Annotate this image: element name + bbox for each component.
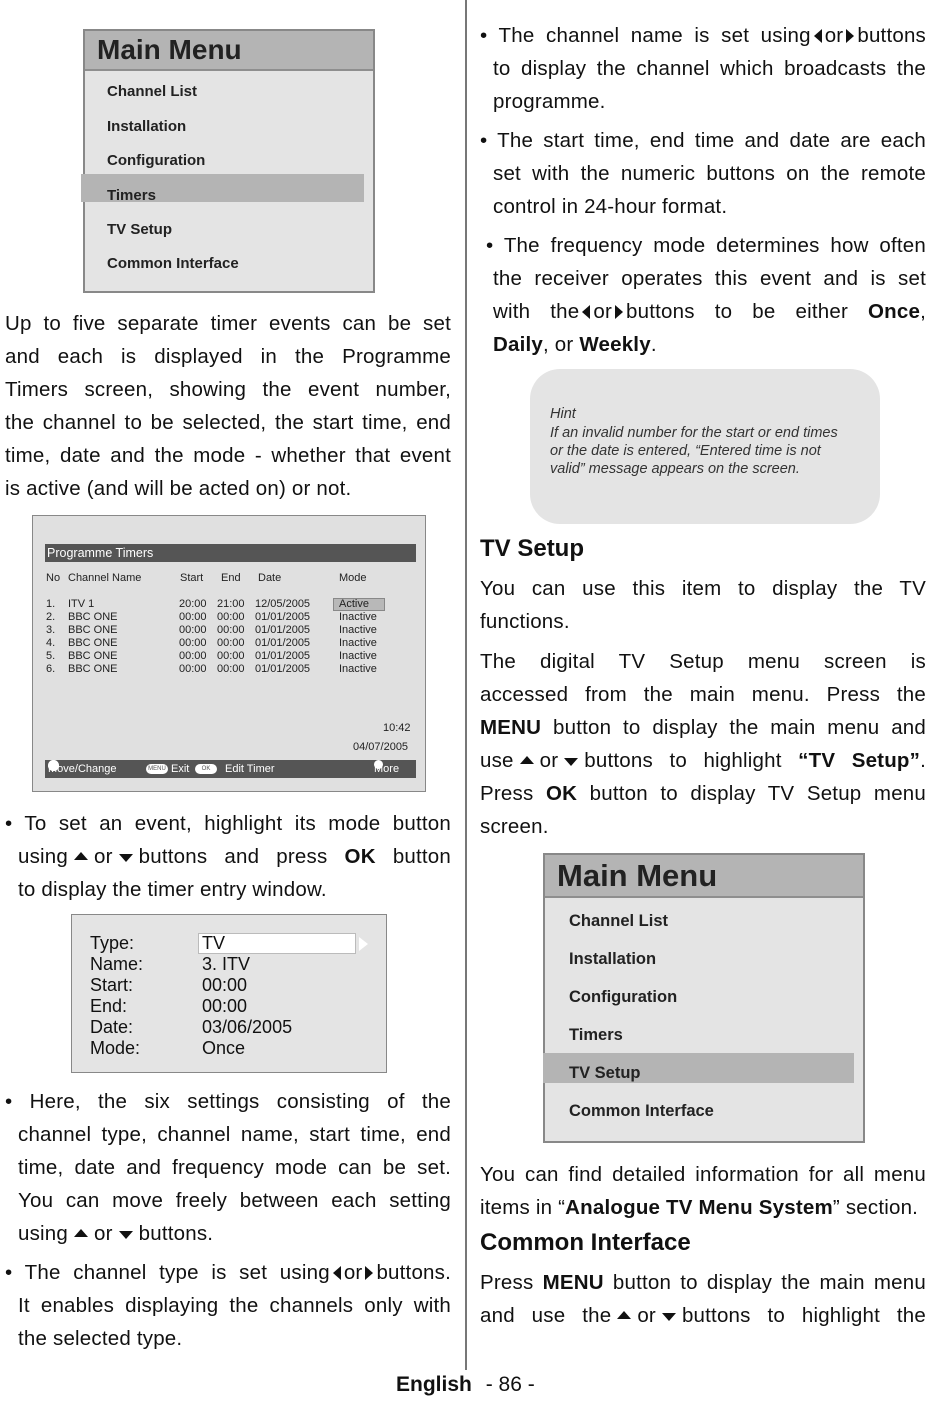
timer-entry-value[interactable]: 3. ITV <box>202 954 251 974</box>
text-fragment: button to display TV Setup menu <box>589 782 926 805</box>
timer-entry-value[interactable]: 03/06/2005 <box>202 1017 293 1037</box>
analogue-menu-ref: Analogue TV Menu System <box>565 1196 833 1219</box>
channel-name-bullet <box>480 19 926 118</box>
timer-cell-date: 01/01/2005 <box>255 637 311 649</box>
up-arrow-icon <box>520 756 534 764</box>
text-fragment: buttons to highlight <box>584 749 782 772</box>
menu-title: Main Menu <box>545 855 863 898</box>
text-fragment: or <box>637 1304 656 1327</box>
text-fragment: or <box>593 300 613 323</box>
exit-label: Exit <box>171 763 190 775</box>
right-arrow-icon <box>846 29 854 43</box>
text-fragment: . <box>920 749 926 772</box>
hint-title: Hint <box>550 406 576 422</box>
menu-item-common-interface[interactable]: Common Interface <box>107 255 239 272</box>
more-label: More <box>374 763 400 775</box>
text-fragment: buttons. <box>138 1222 214 1245</box>
timer-cell-start: 20:00 <box>179 598 207 610</box>
text-line: channel type, channel name, start time, end <box>18 1123 451 1146</box>
menu-item-installation[interactable]: Installation <box>569 950 657 968</box>
menu-item-channel-list[interactable]: Channel List <box>107 83 198 100</box>
right-arrow-icon <box>365 1266 373 1280</box>
up-arrow-icon <box>74 1229 88 1237</box>
text-line <box>5 1256 451 1289</box>
text-fragment: using <box>18 845 69 868</box>
timer-entry-value[interactable]: 00:00 <box>202 975 248 995</box>
timer-cell-channel: BBC ONE <box>68 650 118 662</box>
programme-timers-screen <box>32 515 426 792</box>
text-line <box>480 328 926 361</box>
left-arrow-icon <box>814 29 822 43</box>
text-line <box>480 19 926 52</box>
timer-cell-date: 01/01/2005 <box>255 611 311 623</box>
text-fragment: or <box>94 845 113 868</box>
timer-cell-start: 00:00 <box>179 611 207 623</box>
tv-setup-ref: “TV Setup” <box>798 749 921 772</box>
menu-item-common-interface[interactable]: Common Interface <box>569 1102 714 1120</box>
menu-item-tv-setup[interactable]: TV Setup <box>107 221 173 238</box>
timer-entry-label: Mode: <box>90 1038 141 1058</box>
text-fragment: • The channel name is set using <box>480 24 811 47</box>
tv-setup-paragraph-1 <box>480 572 926 638</box>
right-arrow-icon <box>359 937 368 951</box>
daily-mode-ref: Daily <box>493 333 543 356</box>
hint-line: or the date is entered, “Entered time is not <box>550 443 821 459</box>
timer-cell-channel: BBC ONE <box>68 624 118 636</box>
left-arrow-icon <box>582 305 590 319</box>
up-arrow-icon <box>74 852 88 860</box>
menu-button-ref: MENU <box>542 1271 604 1294</box>
text-fragment: or <box>539 749 559 772</box>
main-menu-timers <box>83 29 375 293</box>
time-date-bullet <box>480 124 926 223</box>
text-fragment: use <box>480 749 514 772</box>
col-header-end: End <box>221 572 241 584</box>
text-fragment: items in “ <box>480 1196 566 1219</box>
timer-cell-date: 01/01/2005 <box>255 650 311 662</box>
timer-cell-no: 5. <box>46 650 56 662</box>
menu-item-channel-list[interactable]: Channel List <box>569 912 669 930</box>
timer-entry-label: Start: <box>90 975 134 995</box>
edit-timer-label: Edit Timer <box>225 763 275 775</box>
common-interface-paragraph <box>480 1266 926 1332</box>
timer-cell-mode[interactable]: Inactive <box>339 624 377 636</box>
timer-cell-mode[interactable]: Inactive <box>339 611 377 623</box>
col-header-date: Date <box>258 572 282 584</box>
text-fragment: buttons and press <box>138 845 328 868</box>
menu-item-configuration[interactable]: Configuration <box>107 152 206 169</box>
menu-item-configuration[interactable]: Configuration <box>569 988 678 1006</box>
text-line: to display the timer entry window. <box>18 878 327 901</box>
hint-line: valid” message appears on the screen. <box>550 461 800 477</box>
text-fragment: buttons. <box>376 1261 451 1284</box>
text-line <box>480 1191 926 1224</box>
timer-cell-no: 3. <box>46 624 56 636</box>
text-line: accessed from the main menu. Press the <box>480 683 926 706</box>
footer-language: English <box>396 1373 472 1396</box>
ok-button-ref: OK <box>545 782 578 805</box>
text-line: and each is displayed in the Programme <box>5 345 451 368</box>
page-number: - 86 - <box>485 1373 535 1396</box>
programme-timers-footer <box>45 760 416 778</box>
text-line <box>480 744 926 777</box>
timer-cell-no: 6. <box>46 663 56 675</box>
timer-entry-value[interactable]: Once <box>202 1038 246 1058</box>
timer-cell-channel: BBC ONE <box>68 663 118 675</box>
left-arrow-icon <box>333 1266 341 1280</box>
common-interface-heading: Common Interface <box>480 1229 691 1256</box>
text-line: to display the channel which broadcasts the <box>493 57 926 80</box>
menu-item-tv-setup[interactable]: TV Setup <box>569 1064 641 1082</box>
text-line: time, date and the mode - whether that event <box>5 444 451 467</box>
text-fragment: • The channel type is set using <box>5 1261 330 1284</box>
down-arrow-icon <box>662 1313 676 1321</box>
menu-button-ref: MENU <box>480 716 542 739</box>
programme-timers-title: Programme Timers <box>45 544 416 562</box>
text-fragment: buttons to be either <box>626 300 848 323</box>
timer-cell-start: 00:00 <box>179 650 207 662</box>
timer-entry-label: Date: <box>90 1017 134 1037</box>
timer-cell-end: 00:00 <box>217 624 245 636</box>
text-line: the selected type. <box>18 1327 183 1350</box>
column-divider <box>465 0 467 1370</box>
text-fragment: . <box>650 333 657 356</box>
text-line: You can use this item to display the TV <box>480 577 926 600</box>
timer-cell-date: 01/01/2005 <box>255 663 311 675</box>
timer-cell-date: 01/01/2005 <box>255 624 311 636</box>
text-fragment: using <box>18 1222 69 1245</box>
text-line: screen. <box>480 815 549 838</box>
find-info-paragraph <box>480 1158 926 1224</box>
down-arrow-icon <box>119 1231 133 1239</box>
text-line: functions. <box>480 610 570 633</box>
text-line: It enables displaying the channels only with <box>18 1294 451 1317</box>
text-line: You can move freely between each setting <box>18 1189 451 1212</box>
timer-cell-mode[interactable]: Active <box>339 598 369 610</box>
text-fragment: , or <box>543 333 574 356</box>
weekly-mode-ref: Weekly <box>579 333 651 356</box>
once-mode-ref: Once <box>868 300 921 323</box>
text-line <box>480 1266 926 1299</box>
menu-item-timers[interactable]: Timers <box>569 1026 623 1044</box>
text-fragment: Press <box>480 782 534 805</box>
text-line: Timers screen, showing the event number, <box>5 378 451 401</box>
clock-date: 04/07/2005 <box>353 741 409 753</box>
timer-cell-no: 1. <box>46 598 56 610</box>
text-fragment: or <box>343 1261 363 1284</box>
timer-entry-label: Name: <box>90 954 144 974</box>
text-fragment: or <box>94 1222 113 1245</box>
down-arrow-icon <box>119 854 133 862</box>
down-arrow-icon <box>564 758 578 766</box>
text-fragment: ” section. <box>832 1196 919 1219</box>
channel-type-bullet <box>5 1256 451 1355</box>
text-fragment: or <box>824 24 844 47</box>
text-line <box>5 840 451 873</box>
clock-time: 10:42 <box>383 722 411 734</box>
text-line: control in 24-hour format. <box>493 195 728 218</box>
timer-entry-value[interactable]: TV <box>202 933 226 953</box>
text-fragment: button <box>392 845 452 868</box>
ok-button-ref: OK <box>344 845 376 868</box>
tv-setup-heading: TV Setup <box>480 535 585 562</box>
text-line <box>5 1217 451 1250</box>
text-line <box>480 1299 926 1332</box>
text-line: programme. <box>493 90 606 113</box>
main-menu-tv-setup <box>543 853 865 1143</box>
timer-cell-end: 00:00 <box>217 663 245 675</box>
timer-cell-channel: BBC ONE <box>68 611 118 623</box>
text-line: time, date and frequency mode can be set. <box>18 1156 451 1179</box>
move-change-label: Move/Change <box>48 763 117 775</box>
text-fragment: with the <box>493 300 580 323</box>
timers-intro-paragraph <box>5 307 451 505</box>
timer-cell-no: 4. <box>46 637 56 649</box>
timer-cell-end: 00:00 <box>217 637 245 649</box>
timer-entry-window <box>71 914 387 1073</box>
timer-entry-label: Type: <box>90 933 135 953</box>
up-arrow-icon <box>617 1311 631 1319</box>
page-footer <box>396 1373 535 1397</box>
text-line: • To set an event, highlight its mode button <box>5 812 451 835</box>
col-header-channel: Channel Name <box>68 572 142 584</box>
text-line: You can find detailed information for all menu <box>480 1163 926 1186</box>
timer-cell-channel: ITV 1 <box>68 598 95 610</box>
timer-cell-mode[interactable]: Inactive <box>339 650 377 662</box>
text-fragment: and use the <box>480 1304 612 1327</box>
text-line: Up to five separate timer events can be set <box>5 312 451 335</box>
hint-line: If an invalid number for the start or end times <box>550 425 838 441</box>
text-line: the channel to be selected, the start time, end <box>5 411 451 434</box>
text-line: with the or buttons to be either Once, <box>493 300 926 323</box>
text-fragment: button to display the main menu <box>612 1271 926 1294</box>
timer-cell-start: 00:00 <box>179 624 207 636</box>
timer-entry-label: End: <box>90 996 128 1016</box>
timer-cell-date: 12/05/2005 <box>255 598 311 610</box>
col-header-no: No <box>46 572 61 584</box>
hint-box <box>530 369 880 524</box>
timer-cell-end: 00:00 <box>217 650 245 662</box>
text-fragment: buttons to highlight the <box>681 1304 926 1327</box>
timer-cell-end: 00:00 <box>217 611 245 623</box>
text-line: set with the numeric buttons on the remote <box>493 162 926 185</box>
col-header-mode: Mode <box>339 572 367 584</box>
timer-cell-channel: BBC ONE <box>68 637 118 649</box>
timer-cell-start: 00:00 <box>179 663 207 675</box>
six-settings-bullet <box>5 1085 451 1250</box>
menu-title: Main Menu <box>85 31 373 71</box>
set-event-bullet <box>5 807 451 906</box>
text-line <box>480 711 926 744</box>
right-arrow-icon <box>615 305 623 319</box>
text-fragment: Press <box>480 1271 534 1294</box>
text-line: • Here, the six settings consisting of the <box>5 1090 451 1113</box>
text-line: • The frequency mode determines how often <box>486 234 926 257</box>
text-fragment: buttons <box>857 24 926 47</box>
text-line: • The start time, end time and date are each <box>480 129 926 152</box>
timer-cell-mode[interactable]: Inactive <box>339 663 377 675</box>
timer-cell-end: 21:00 <box>217 598 245 610</box>
text-fragment: button to display the main menu and <box>553 716 926 739</box>
tv-setup-paragraph-2 <box>480 645 926 843</box>
text-line: is active (and will be acted on) or not. <box>5 477 352 500</box>
menu-item-installation[interactable]: Installation <box>107 118 187 135</box>
text-line: the receiver operates this event and is set <box>493 267 926 290</box>
menu-item-timers[interactable]: Timers <box>107 187 156 204</box>
col-header-start: Start <box>180 572 204 584</box>
timer-cell-start: 00:00 <box>179 637 207 649</box>
timer-cell-no: 2. <box>46 611 56 623</box>
ok-key-icon: OK <box>195 764 217 774</box>
text-line: The digital TV Setup menu screen is <box>480 650 926 673</box>
text-line <box>480 777 926 810</box>
timer-cell-mode[interactable]: Inactive <box>339 637 377 649</box>
menu-key-icon: MENU <box>146 764 168 774</box>
frequency-mode-bullet <box>480 229 926 361</box>
timer-entry-value[interactable]: 00:00 <box>202 996 248 1016</box>
